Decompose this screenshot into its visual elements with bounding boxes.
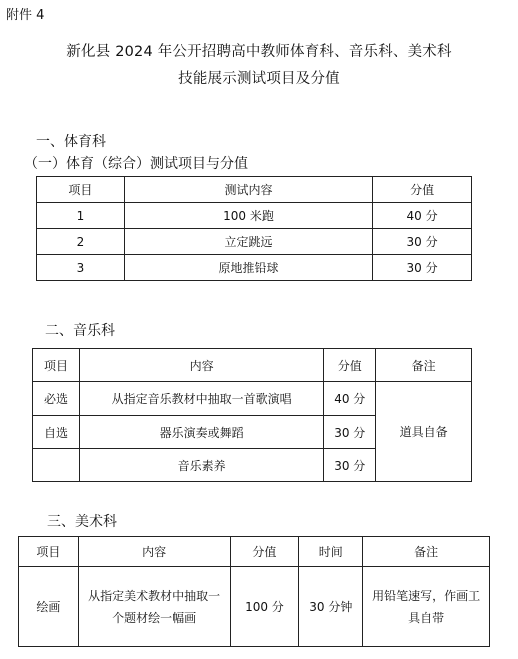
- header-cell: 分值: [373, 177, 472, 203]
- header-cell: 内容: [79, 349, 323, 382]
- header-cell: 测试内容: [124, 177, 372, 203]
- table-row: [19, 567, 490, 647]
- table-cell: 自选: [33, 416, 80, 449]
- header-cell: 时间: [299, 537, 363, 567]
- music-score-table: [32, 348, 472, 482]
- table-header-row: [19, 537, 490, 567]
- header-cell: 备注: [363, 537, 490, 567]
- table-cell: 100 分: [230, 567, 299, 647]
- table-cell: 从指定美术教材中抽取一个题材绘一幅画: [78, 567, 230, 647]
- pe-section-heading: 一、体育科: [36, 134, 106, 150]
- table-cell: 30 分: [324, 449, 376, 482]
- header-cell: 内容: [78, 537, 230, 567]
- table-cell: 30 分: [373, 229, 472, 255]
- header-cell: 备注: [376, 349, 472, 382]
- pe-subheading: （一）体育（综合）测试项目与分值: [24, 156, 248, 172]
- table-cell: 音乐素养: [79, 449, 323, 482]
- table-cell: 绘画: [19, 567, 79, 647]
- header-cell: 项目: [19, 537, 79, 567]
- table-cell: 2: [37, 229, 125, 255]
- table-cell: 40 分: [373, 203, 472, 229]
- header-cell: 项目: [33, 349, 80, 382]
- table-cell: [33, 449, 80, 482]
- table-cell: 30 分: [373, 255, 472, 281]
- document-title-line-1: 新化县 2024 年公开招聘高中教师体育科、音乐科、美术科: [66, 44, 452, 60]
- table-row: [37, 255, 472, 281]
- table-cell: 立定跳远: [124, 229, 372, 255]
- table-row: [37, 203, 472, 229]
- table-cell: 3: [37, 255, 125, 281]
- table-cell: 30 分钟: [299, 567, 363, 647]
- header-cell: 分值: [230, 537, 299, 567]
- pe-score-table: [36, 176, 472, 281]
- table-cell: 100 米跑: [124, 203, 372, 229]
- table-cell: 40 分: [324, 382, 376, 416]
- table-cell: 原地推铅球: [124, 255, 372, 281]
- music-note-cell: 道具自备: [376, 382, 472, 482]
- table-cell: 30 分: [324, 416, 376, 449]
- document-title-line-2: 技能展示测试项目及分值: [178, 71, 340, 87]
- table-cell: 必选: [33, 382, 80, 416]
- table-cell: 用铅笔速写，作画工具自带: [363, 567, 490, 647]
- header-cell: 分值: [324, 349, 376, 382]
- attachment-label: 附件 4: [6, 8, 45, 23]
- music-section-heading: 二、音乐科: [45, 323, 115, 339]
- table-cell: 1: [37, 203, 125, 229]
- table-row: [37, 229, 472, 255]
- table-row: [33, 382, 472, 416]
- table-cell: 从指定音乐教材中抽取一首歌演唱: [79, 382, 323, 416]
- art-score-table: [18, 536, 490, 647]
- header-cell: 项目: [37, 177, 125, 203]
- table-cell: 器乐演奏或舞蹈: [79, 416, 323, 449]
- art-section-heading: 三、美术科: [47, 514, 117, 530]
- table-header-row: [37, 177, 472, 203]
- table-header-row: [33, 349, 472, 382]
